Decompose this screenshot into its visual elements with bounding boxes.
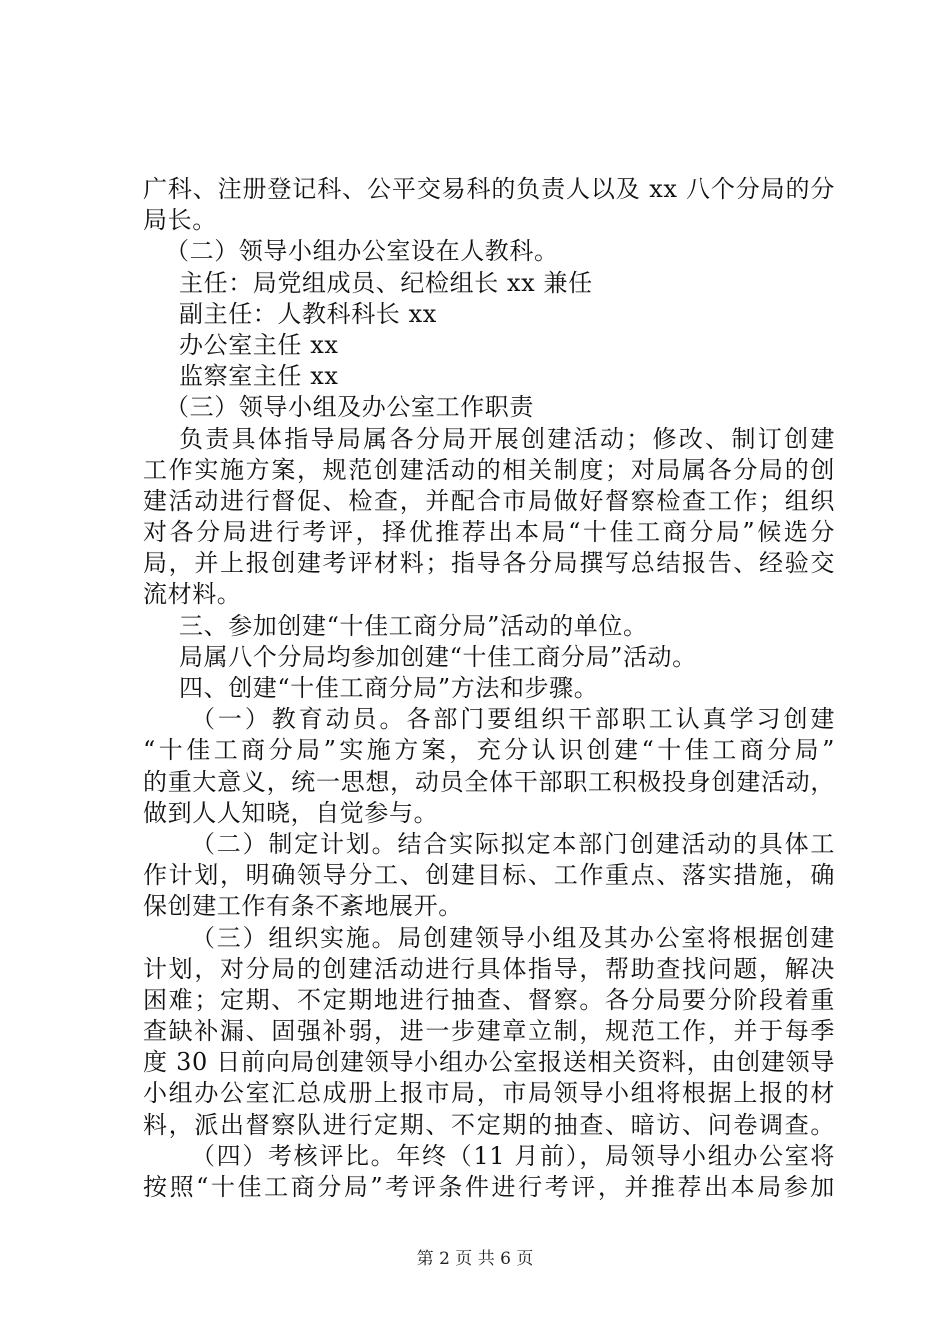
text-line: 建活动进行督促、检查，并配合市局做好督察检查工作；组织 bbox=[143, 486, 835, 515]
text-line: 按照“十佳工商分局”考评条件进行考评，并推荐出本局参加 bbox=[143, 1173, 835, 1201]
text-line: （三）领导小组及办公室工作职责 bbox=[165, 393, 534, 422]
text-line: “十佳工商分局”实施方案，充分认识创建“十佳工商分局” bbox=[143, 736, 835, 765]
text-line: （四）考核评比。年终（11 月前），局领导小组办公室将 bbox=[191, 1141, 835, 1170]
document-body bbox=[143, 174, 835, 1203]
text-line: 副主任：人教科科长 xx bbox=[179, 299, 437, 328]
text-line: 广科、注册登记科、公平交易科的负责人以及 xx 八个分局的分 bbox=[143, 175, 835, 203]
text-line: 局，并上报创建考评材料；指导各分局撰写总结报告、经验交 bbox=[143, 549, 835, 578]
text-line: 困难；定期、不定期地进行抽查、督察。各分局要分阶段着重 bbox=[143, 985, 835, 1014]
text-line: 度 30 日前向局创建领导小组办公室报送相关资料，由创建领导 bbox=[143, 1048, 835, 1077]
text-line: 计划，对分局的创建活动进行具体指导，帮助查找问题，解决 bbox=[143, 954, 835, 983]
text-line: 做到人人知晓，自觉参与。 bbox=[143, 798, 439, 827]
text-line: 小组办公室汇总成册上报市局，市局领导小组将根据上报的材 bbox=[143, 1079, 835, 1108]
section-heading: 四、创建“十佳工商分局”方法和步骤。 bbox=[179, 674, 599, 702]
text-line: 监察室主任 xx bbox=[179, 362, 339, 391]
text-line: 局属八个分局均参加创建“十佳工商分局”活动。 bbox=[179, 642, 697, 671]
text-line: 局长。 bbox=[143, 206, 217, 235]
text-line: 流材料。 bbox=[143, 580, 242, 609]
text-line: 工作实施方案，规范创建活动的相关制度；对局属各分局的创 bbox=[143, 455, 835, 484]
text-line: 料，派出督察队进行定期、不定期的抽查、暗访、问卷调查。 bbox=[143, 1110, 835, 1139]
text-line: （二）制定计划。结合实际拟定本部门创建活动的具体工 bbox=[191, 829, 835, 858]
page-number: 第 2 页 共 6 页 bbox=[416, 1249, 534, 1269]
text-line: （三）组织实施。局创建领导小组及其办公室将根据创建 bbox=[191, 923, 835, 952]
text-line: （二）领导小组办公室设在人教科。 bbox=[165, 237, 559, 266]
text-line: 负责具体指导局属各分局开展创建活动；修改、制订创建 bbox=[179, 424, 835, 453]
text-line: 的重大意义，统一思想，动员全体干部职工积极投身创建活动， bbox=[143, 767, 835, 796]
text-line: 作计划，明确领导分工、创建目标、工作重点、落实措施，确 bbox=[143, 861, 835, 890]
text-line: 对各分局进行考评，择优推荐出本局“十佳工商分局”候选分 bbox=[143, 518, 835, 547]
text-line: 主任：局党组成员、纪检组长 xx 兼任 bbox=[179, 268, 593, 297]
text-line: 办公室主任 xx bbox=[179, 330, 339, 359]
text-line: （一）教育动员。各部门要组织干部职工认真学习创建 bbox=[191, 705, 835, 734]
section-heading: 三、参加创建“十佳工商分局”活动的单位。 bbox=[179, 611, 648, 640]
text-line: 查缺补漏、固强补弱，进一步建章立制，规范工作，并于每季 bbox=[143, 1017, 835, 1046]
text-line: 保创建工作有条不紊地展开。 bbox=[143, 892, 463, 921]
